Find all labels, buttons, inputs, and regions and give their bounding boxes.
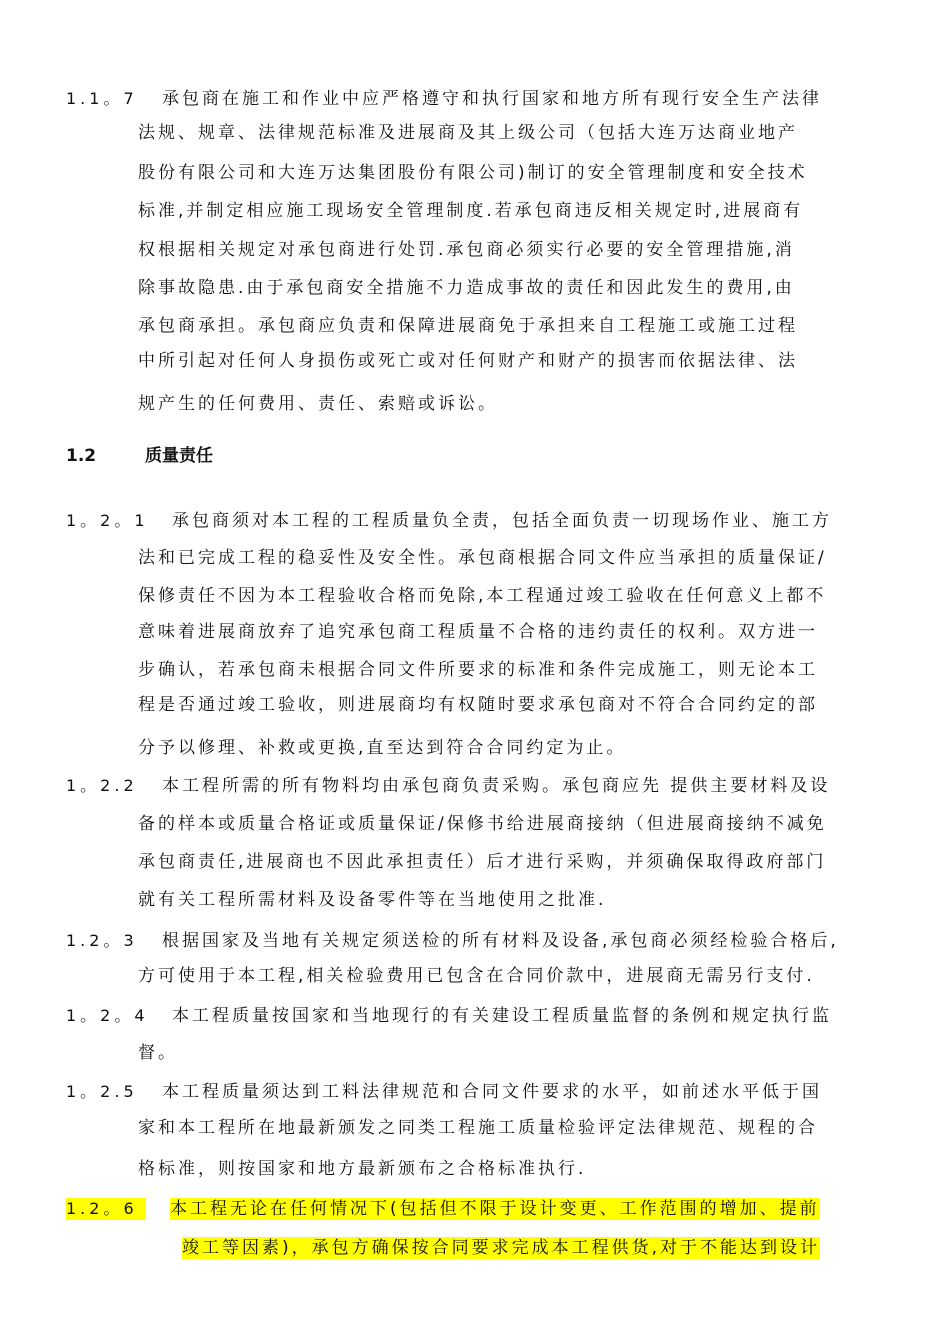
clause-number-highlighted: 1.2。6 [66,1198,146,1220]
clause-number: 1.2。3 [66,931,138,950]
clause-text-line: 中所引起对任何人身损伤或死亡或对任何财产和财产的损害而依据法律、法 [138,351,798,371]
clause-text-line: 法和已完成工程的稳妥性及安全性。承包商根据合同文件应当承担的质量保证/ [138,548,827,568]
clause-text-line: 就有关工程所需材料及设备零件等在当地使用之批准. [138,890,607,910]
clause-text-line: 家和本工程所在地最新颁发之同类工程施工质量检验评定法律规范、规程的合 [138,1118,818,1138]
clause-text-line: 承包商须对本工程的工程质量负全责，包括全面负责一切现场作业、施工方 [172,511,832,531]
clause-text-line: 程是否通过竣工验收，则进展商均有权随时要求承包商对不符合合同约定的部 [138,695,818,715]
section-number: 1.2 [66,446,97,466]
clause-text-line: 股份有限公司和大连万达集团股份有限公司)制订的安全管理制度和安全技术 [138,163,808,183]
clause-text-line: 本工程所需的所有物料均由承包商负责采购。承包商应先 提供主要材料及设 [162,776,831,796]
clause-text-line: 督。 [138,1043,178,1063]
clause-number: 1.1。7 [66,89,138,108]
clause-text-line: 本工程质量须达到工料法律规范和合同文件要求的水平，如前述水平低于国 [162,1082,822,1102]
clause-text-line: 除事故隐患.由于承包商安全措施不力造成事故的责任和因此发生的费用,由 [138,278,795,298]
clause-text-line: 规产生的任何费用、责任、索赔或诉讼。 [138,394,498,414]
clause-text-line: 步确认，若承包商未根据合同文件所要求的标准和条件完成施工，则无论本工 [138,660,818,680]
clause-text-line: 权根据相关规定对承包商进行处罚.承包商必须实行必要的安全管理措施,消 [138,240,795,260]
section-title: 质量责任 [145,446,213,466]
clause-text-line: 方可使用于本工程,相关检验费用已包含在合同价款中，进展商无需另行支付. [138,966,815,986]
clause-text-line: 保修责任不因为本工程验收合格而免除,本工程通过竣工验收在任何意义上都不 [138,586,827,606]
clause-text-line: 本工程质量按国家和当地现行的有关建设工程质量监督的条例和规定执行监 [172,1006,832,1026]
clause-text-line: 承包商承担。承包商应负责和保障进展商免于承担来自工程施工或施工过程 [138,316,798,336]
clause-text-line: 分予以修理、补救或更换,直至达到符合合同约定为止。 [138,738,627,758]
clause-number: 1。2.2 [66,776,138,795]
clause-text-line-highlighted: 竣工等因素)，承包方确保按合同要求完成本工程供货,对于不能达到设计 [182,1238,821,1258]
clause-text-line: 备的样本或质量合格证或质量保证/保修书给进展商接纳（但进展商接纳不减免 [138,814,827,834]
clause-text-line: 法规、规章、法律规范标准及进展商及其上级公司（包括大连万达商业地产 [138,123,798,143]
clause-number: 1。2。4 [66,1006,149,1025]
clause-text-line: 根据国家及当地有关规定须送检的所有材料及设备,承包商必须经检验合格后, [162,931,839,951]
clause-number: 1。2.5 [66,1082,138,1101]
clause-number: 1。2。1 [66,511,149,530]
clause-text-line: 标准,并制定相应施工现场安全管理制度.若承包商违反相关规定时,进展商有 [138,201,804,221]
clause-text-line: 格标准，则按国家和地方最新颁布之合格标准执行. [138,1159,587,1179]
clause-text-line-highlighted: 本工程无论在任何情况下(包括但不限于设计变更、工作范围的增加、提前 [170,1199,820,1219]
clause-text-line: 承包商在施工和作业中应严格遵守和执行国家和地方所有现行安全生产法律 [162,89,822,109]
clause-text-line: 意味着进展商放弃了追究承包商工程质量不合格的违约责任的权利。双方进一 [138,622,818,642]
clause-text-line: 承包商责任,进展商也不因此承担责任）后才进行采购，并须确保取得政府部门 [138,852,827,872]
